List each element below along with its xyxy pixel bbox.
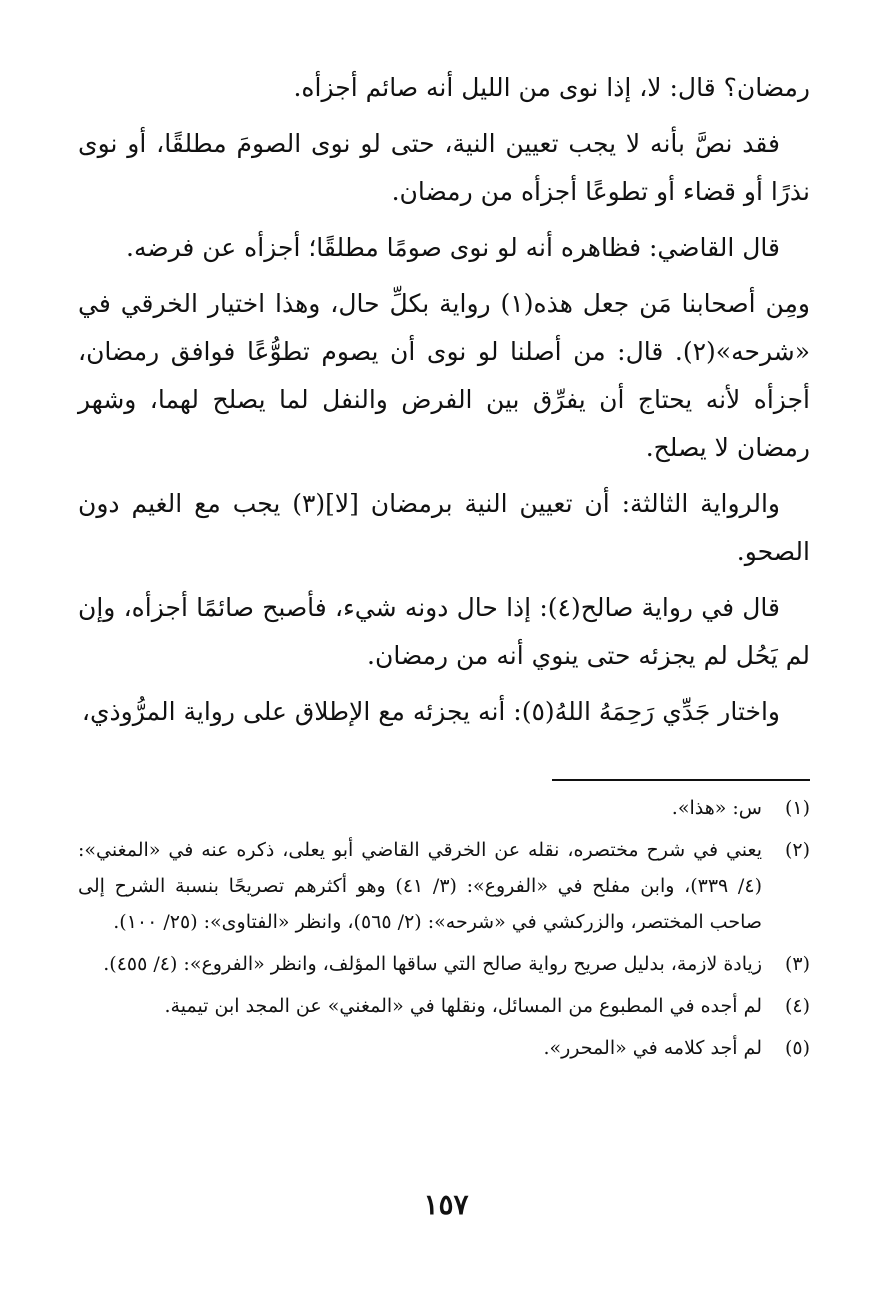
paragraph-5: والرواية الثالثة: أن تعيين النية برمضان [لا](٣) يجب مع الغيم دون الصحو.: [78, 489, 810, 566]
paragraph-3: قال القاضي: فظاهره أنه لو نوى صومًا مطلقًا؛ أجزأه عن فرضه.: [126, 233, 780, 262]
paragraph-1: رمضان؟ قال: لا، إذا نوى من الليل أنه صائم أجزأه.: [293, 73, 810, 102]
footnote-divider: [552, 779, 810, 781]
paragraph-7: واختار جَدِّي رَحِمَهُ اللهُ(٥): أنه يجزئه مع الإطلاق على رواية المرُّوذي،: [81, 697, 780, 726]
footnote-number: (٤): [784, 995, 810, 1017]
page-number: ١٥٧: [423, 1188, 469, 1221]
footnote-number: (٥): [784, 1037, 810, 1059]
footnote-2: [78, 832, 810, 940]
footnote-text: لم أجده في المطبوع من المسائل، ونقلها في «المغني» عن المجد ابن تيمية.: [164, 995, 762, 1017]
footnote-5: [78, 1030, 810, 1066]
footnote-text: زيادة لازمة، بدليل صريح رواية صالح التي ساقها المؤلف، وانظر «الفروع»: (٤/ ٤٥٥).: [103, 953, 762, 975]
paragraph-6: قال في رواية صالح(٤): إذا حال دونه شيء، فأصبح صائمًا أجزأه، وإن لم يَحُل لم يجزئه حتى ينوي أنه من رمضان.: [78, 593, 810, 670]
footnote-number: (١): [784, 797, 810, 819]
footnote-3: [78, 946, 810, 982]
paragraph-2: فقد نصَّ بأنه لا يجب تعيين النية، حتى لو نوى الصومَ مطلقًا، أو نوى نذرًا أو قضاء أو تطوعًا أجزأه من رمضان.: [78, 129, 810, 206]
footnote-number: (٢): [784, 839, 810, 861]
footnote-1: [78, 790, 810, 826]
paragraph-4: ومِن أصحابنا مَن جعل هذه(١) رواية بكلِّ حال، وهذا اختيار الخرقي في «شرحه»(٢). قال: من أصلنا لو نوى أن يصوم تطوُّعًا فوافق رمضان، أجزأه لأنه يحتاج أن يفرِّق بين الفرض والنفل لما يصلح لهما، وشهر رمضان لا يصلح.: [78, 289, 810, 462]
footnote-text: لم أجد كلامه في «المحرر».: [543, 1037, 762, 1059]
main-text: [78, 64, 810, 744]
footnotes: [78, 790, 810, 1072]
footnote-text: يعني في شرح مختصره، نقله عن الخرقي القاضي أبو يعلى، ذكره عنه في «المغني»: (٤/ ٣٣٩)، وابن مفلح في «الفروع»: (٣/ ٤١) وهو أكثرهم تصريحًا بنسبة الشرح إلى صاحب المختصر، والزركشي في «شرحه»: (٢/ ٥٦٥)، وانظر «الفتاوى»: (٢٥/ ١٠٠).: [78, 839, 762, 933]
footnote-number: (٣): [784, 953, 810, 975]
footnote-text: س: «هذا».: [671, 797, 762, 819]
footnote-4: [78, 988, 810, 1024]
